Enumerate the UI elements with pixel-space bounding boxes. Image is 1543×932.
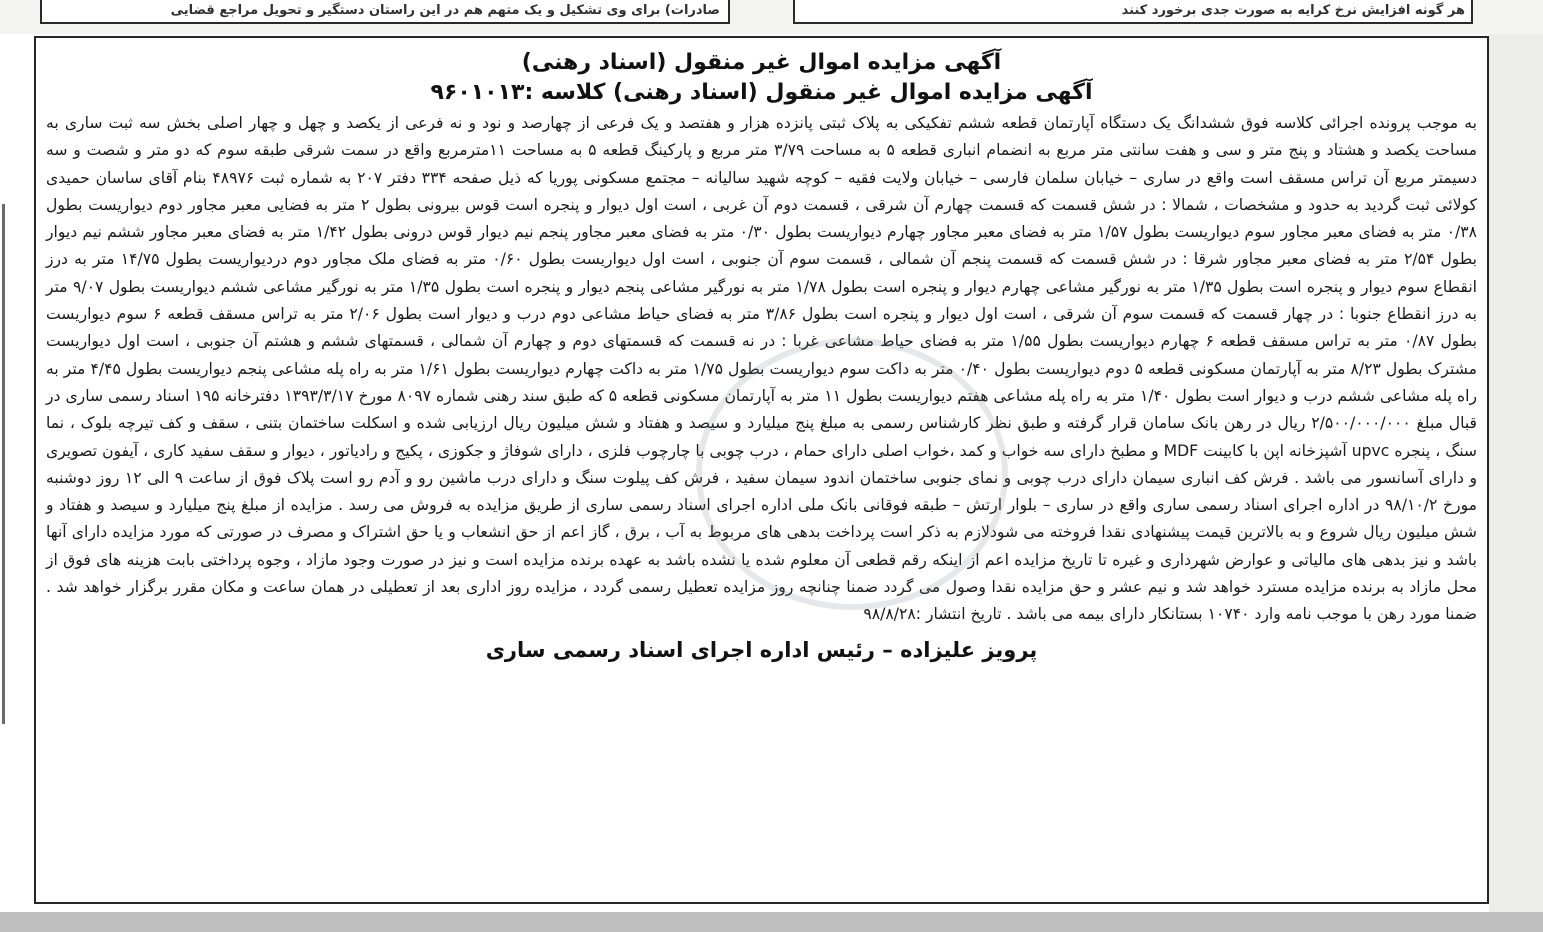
page-edge-top-right	[1473, 0, 1543, 34]
margin-fold-mark	[2, 204, 5, 724]
notice-subtitle: آگهی مزایده اموال غیر منقول (اسناد رهنی) کلاسه :۹۶۰۱۰۱۳	[430, 80, 1093, 105]
notice-body: به موجب پرونده اجرائی کلاسه فوق ششدانگ یک دستگاه آپارتمان قطعه ششم تفکیکی به پلاک ثبتی پانزده هزار و هفتصد و یک فرعی از چهارصد و نود و نه فرعی از یکصد و چهل و چهار اصلی بخش سه ثبت ساری به مساحت یکصد و هشتاد و پنج متر و سی و هفت سانتی متر مربع به انضمام انباری قطعه ۵ به مساحت ۳/۷۹ متر مربع و پارکینگ قطعه ۵ به مساحت ۱۱مترمربع واقع در سمت شرقی طبقه سوم که دو متر و شصت و سه دسیمتر مربع آن تراس مسقف است واقع در ساری – خیابان سلمان فارسی – خیابان ولایت فقیه – کوچه شهید سالیانه – مجتمع مسکونی پوریا که ذیل صفحه ۳۳۴ دفتر ۲۰۷ به شماره ثبت ۴۸۹۷۶ بنام آقای ساسان حمیدی کولائی ثبت گردید به حدود و مشخصات ، شمالا : در شش قسمت که قسمت چهارم آن شرقی ، قسمت دوم آن غربی ، است اول دیوار و پنجره است قوس بیرونی بطول ۲ متر به فضایی معبر مجاور دوم دیواریست بطول ۰/۳۸ متر به فضای معبر مجاور سوم دیواریست بطول ۱/۵۷ متر به فضای معبر مجاور چهارم دیواریست بطول ۰/۳۰ متر به فضای معبر مجاور پنجم نیم دیوار قوس درونی بطول ۱/۴۲ متر به فضای معبر مجاور ششم نیم دیوار بطول ۲/۵۴ متر به فضای معبر مجاور شرقا : در شش قسمت که قسمت پنجم آن شمالی ، قسمت سوم آن جنوبی ، است اول دیواریست بطول ۰/۶۰ متر به فضای ملک مجاور دوم دردیواریست بطول ۱۴/۷۵ متر به درز انقطاع سوم دیوار و پنجره است بطول ۱/۳۵ متر به نورگیر مشاعی چهارم دیوار و پنجره است بطول ۱/۷۸ متر به نورگیر مشاعی پنجم دیوار و پنجره است بطول ۱/۳۵ متر به نورگیر مشاعی ششم دیواریست بطول ۹/۰۷ متر به درز انقطاع جنوبا : در چهار قسمت که قسمت سوم آن شرقی ، است اول دیوار و پنجره است بطول ۳/۸۶ متر به فضای حیاط مشاعی دوم درب و دیوار است بطول ۲/۰۶ متر به تراس مسقف قطعه ۶ سوم دیواریست بطول ۰/۸۷ متر به تراس مسقف قطعه ۶ چهارم دیواریست بطول ۱/۵۵ متر به فضای حیاط مشاعی غربا : در نه قسمت که قسمتهای دوم و چهارم آن شمالی ، قسمتهای ششم و هشتم آن جنوبی ، است اول دیواریست مشترک بطول ۸/۲۳ متر به آپارتمان مسکونی قطعه ۵ دوم دیواریست بطول ۰/۴۰ متر به داکت سوم دیواریست بطول ۱/۷۵ متر به داکت چهارم دیواریست بطول ۱/۶۱ متر به راه پله مشاعی پنجم دیواریست بطول ۴/۴۵ متر به راه پله مشاعی ششم درب و دیوار است بطول ۱/۴۰ متر به راه پله مشاعی هفتم دیواریست بطول ۱۱ متر به آپارتمان مسکونی قطعه ۵ که طبق سند رهنی شماره ۸۰۹۷ مورخ ۱۳۹۳/۳/۱۷ دفترخانه ۱۹۵ اسناد رسمی ساری در قبال مبلغ ۲/۵۰۰/۰۰۰/۰۰۰ ریال در رهن بانک سامان قرار گرفته و طبق نظر کارشناس رسمی به مبلغ پنج میلیارد و سیصد و هفتاد و شش میلیون ریال ارزیابی شده و اسکلت ساختمان بتنی ، سقف و کف تیرچه بلوک ، نما سنگ ، پنجره upvc آشپزخانه اپن با کابینت MDF و مطبخ دارای سه خواب و کمد ،خواب اصلی دارای حمام ، درب چوبی با چارچوب فلزی ، دارای شوفاژ و جکوزی ، پکیج و رادیاتور ، دیوار و سقف سفید کاری ، آیفون تصویری و دارای آسانسور می باشد . فرش کف انباری سیمان دارای درب چوبی و نمای جنوبی ساختمان اندود سیمان سفید ، فرش کف پیلوت سنگ و دارای درب ماشین رو و آدم رو است پلاک فوق از ساعت ۹ الی ۱۲ روز دوشنبه مورخ ۹۸/۱۰/۲ در اداره اجرای اسناد رسمی ساری واقع در ساری – بلوار ارتش – طبقه فوقانی بانک ملی اداره اجرای اسناد رسمی ساری از طریق مزایده به فروش می رسد . مزایده از مبلغ پنج میلیارد و سیصد و هفتاد و شش میلیون ریال شروع و به بالاترین قیمت پیشنهادی نقدا فروخته می شودلازم به ذکر است پرداخت بدهی های مربوط به آب ، برق ، گاز اعم از حق انشعاب و یا حق اشتراک و مصرف در صورتی که مورد مزایده دارای آنها باشد و نیز بدهی های مالیاتی و عوارض شهرداری و غیره تا تاریخ مزایده اعم از اینکه رقم قطعی آن معلوم شده یا نشده باشد به عهده برنده مزایده است و نیز در صورت وجود مازاد ، وجوه پرداختی بابت هزینه های فوق از محل مازاد به برنده مزایده مسترد خواهد شد و نیم عشر و حق مزایده نقدا وصول می گردد ضمنا چنانچه روز مزایده تعطیل رسمی گردد ، مزایده روز اداری بعد از تعطیلی در همان ساعت و مکان مقرر برگزار خواهد شد . ضمنا مورد رهن با موجب نامه وارد ۱۰۷۴۰ بستانکار دارای بیمه می باشد . تاریخ انتشار :۹۸/۸/۲۸	[46, 114, 1478, 624]
previous-ad-fragment-left	[40, 0, 730, 24]
page-bottom-edge	[0, 912, 1543, 932]
previous-ad-text-right: هر گونه افزایش نرخ کرایه به صورت جدی برخورد کنند	[1121, 3, 1465, 18]
previous-ads-strip	[0, 0, 1543, 34]
page-margin-right	[1489, 34, 1543, 912]
auction-notice	[34, 36, 1489, 904]
page-margin-left	[0, 34, 34, 912]
previous-ad-fragment-right	[793, 0, 1473, 24]
notice-title: آگهی مزایده اموال غیر منقول (اسناد رهنی)	[521, 50, 1002, 75]
notice-signature: پرویز علیزاده – رئیس اداره اجرای اسناد رسمی ساری	[485, 637, 1038, 662]
previous-ad-text-left: صادرات) برای وی تشکیل و یک متهم هم در این راستان دستگیر و تحویل مراجع قضایی	[170, 3, 720, 18]
